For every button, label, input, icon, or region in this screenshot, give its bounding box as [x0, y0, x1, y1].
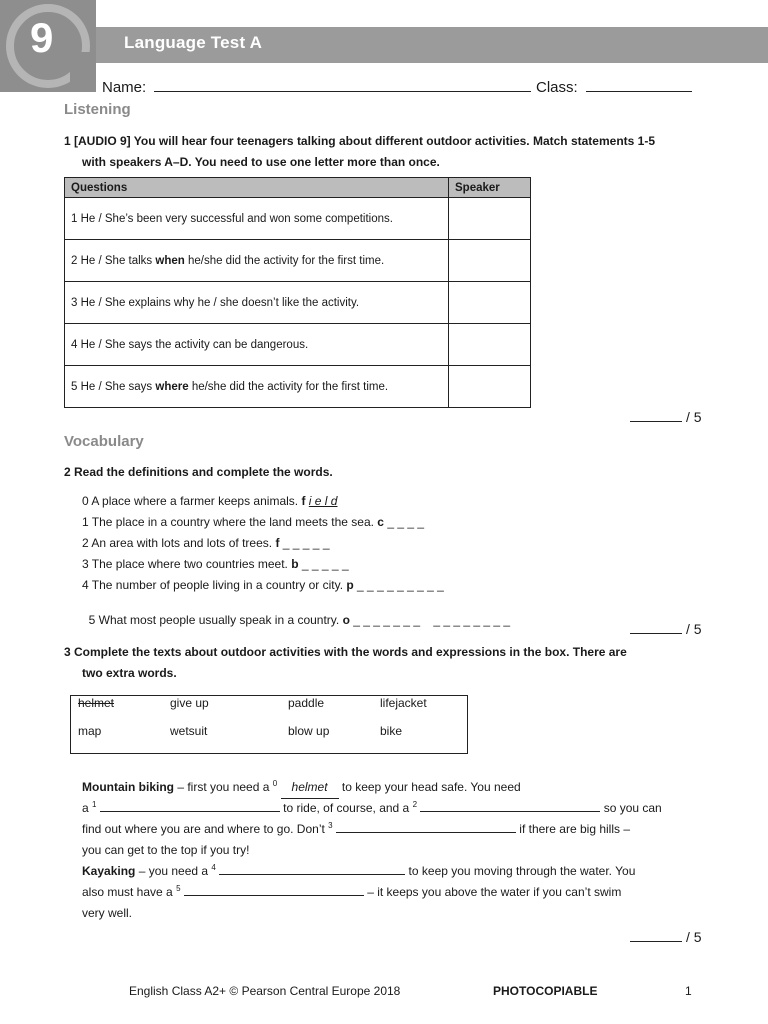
table-row [65, 282, 531, 324]
listening-heading: Listening [64, 101, 131, 118]
name-label: Name: [102, 79, 147, 96]
speaker-answer-cell[interactable] [449, 366, 531, 408]
name-field-row [102, 77, 531, 96]
questions-header: Questions [65, 178, 449, 198]
answer-gap-4[interactable] [219, 862, 405, 875]
speaker-answer-cell[interactable] [449, 198, 531, 240]
unit-badge [0, 0, 96, 92]
word-box-item: bike [380, 724, 403, 738]
speaker-answer-cell[interactable] [449, 282, 531, 324]
test-title: Language Test A [124, 33, 263, 52]
table-row [65, 324, 531, 366]
example-gap: helmet [281, 777, 339, 799]
word-box-item: blow up [288, 724, 330, 738]
word-box-item: paddle [288, 696, 325, 710]
listening-instruction-line1: 1 [AUDIO 9] You will hear four teenagers talking about different outdoor activities. Match statements 1-5 [64, 134, 655, 148]
class-field[interactable] [586, 77, 692, 92]
word-box-item: map [78, 724, 102, 738]
exercise3-instruction-line2: two extra words. [82, 666, 177, 680]
class-field-row [536, 77, 692, 96]
table-row [65, 366, 531, 408]
listening-instruction [64, 131, 655, 173]
table-header-row [65, 178, 531, 198]
mountain-biking-line2: a $^1$ to ride, of course, and a $^2$ so you can [82, 800, 662, 815]
vocabulary-score: / 5 [630, 621, 702, 637]
vocab-item[interactable]: 3 The place where two countries meet. b _ _ _ _ _ [82, 557, 349, 571]
listening-instruction-line2: with speakers A–D. You need to use one letter more than once. [82, 155, 440, 169]
word-box-item: lifejacket [380, 696, 427, 710]
word-box-item: give up [170, 696, 209, 710]
mountain-biking-line1: Mountain biking – first you need a $^0$ helmet to keep your head safe. You need [82, 777, 521, 799]
exercise3-instruction [64, 642, 627, 684]
name-field[interactable] [154, 77, 531, 92]
word-box [70, 695, 468, 754]
question-text: 3 He / She explains why he / she doesn’t like the activity. [65, 282, 449, 324]
mountain-biking-line3: find out where you are and where to go. Don’t $^3$ if there are big hills – [82, 821, 631, 836]
word-box-item: helmet [78, 696, 115, 710]
vocab-item[interactable]: 2 An area with lots and lots of trees. f _ _ _ _ _ [82, 536, 330, 550]
vocabulary-instruction: 2 Read the definitions and complete the words. [64, 465, 333, 479]
listening-table [64, 177, 531, 408]
example-answer: i e l d [308, 494, 338, 508]
score-blank[interactable] [630, 929, 682, 942]
vocab-item[interactable]: 4 The number of people living in a country or city. p _ _ _ _ _ _ _ _ _ [82, 578, 444, 592]
speaker-answer-cell[interactable] [449, 324, 531, 366]
answer-gap-2[interactable] [420, 799, 600, 812]
score-blank[interactable] [630, 409, 682, 422]
exercise3-score: / 5 [630, 929, 702, 945]
vocabulary-heading: Vocabulary [64, 433, 144, 450]
question-text: 1 He / She’s been very successful and won some competitions. [65, 198, 449, 240]
kayaking-line3: very well. [82, 906, 133, 920]
footer-copyright: English Class A2+ © Pearson Central Europe 2018 [129, 984, 401, 998]
question-text: 2 He / She talks when he/she did the activity for the first time. [65, 240, 449, 282]
speaker-answer-cell[interactable] [449, 240, 531, 282]
page-number: 1 [685, 984, 692, 998]
vocab-item: 0 A place where a farmer keeps animals. f i e l d [82, 494, 338, 508]
kayaking-line2: also must have a $^5$ – it keeps you above the water if you can’t swim [82, 884, 622, 899]
answer-gap-5[interactable] [184, 883, 364, 896]
speaker-header: Speaker [449, 178, 531, 198]
mountain-biking-line4: you can get to the top if you try! [82, 843, 250, 857]
exercise3-instruction-line1: 3 Complete the texts about outdoor activities with the words and expressions in the box. There are [64, 645, 627, 659]
class-label: Class: [536, 79, 578, 96]
table-row [65, 198, 531, 240]
vocab-item[interactable]: 5 What most people usually speak in a country. o _ _ _ _ _ _ _ _ _ _ _ _ _ _ _ [88, 613, 511, 627]
vocab-item[interactable]: 1 The place in a country where the land meets the sea. c _ _ _ _ [82, 515, 425, 529]
question-text: 5 He / She says where he/she did the activity for the first time. [65, 366, 449, 408]
answer-gap-3[interactable] [336, 820, 516, 833]
table-row [65, 240, 531, 282]
footer-photocopiable: PHOTOCOPIABLE [493, 984, 598, 998]
mountain-biking-label: Mountain biking [82, 780, 174, 794]
word-box-item: wetsuit [170, 724, 208, 738]
listening-score: / 5 [630, 409, 702, 425]
question-text: 4 He / She says the activity can be dangerous. [65, 324, 449, 366]
score-blank[interactable] [630, 621, 682, 634]
answer-gap-1[interactable] [100, 799, 280, 812]
kayaking-line1: Kayaking – you need a $^4$ to keep you moving through the water. You [82, 863, 636, 878]
kayaking-label: Kayaking [82, 864, 136, 878]
unit-number: 9 [30, 14, 54, 61]
